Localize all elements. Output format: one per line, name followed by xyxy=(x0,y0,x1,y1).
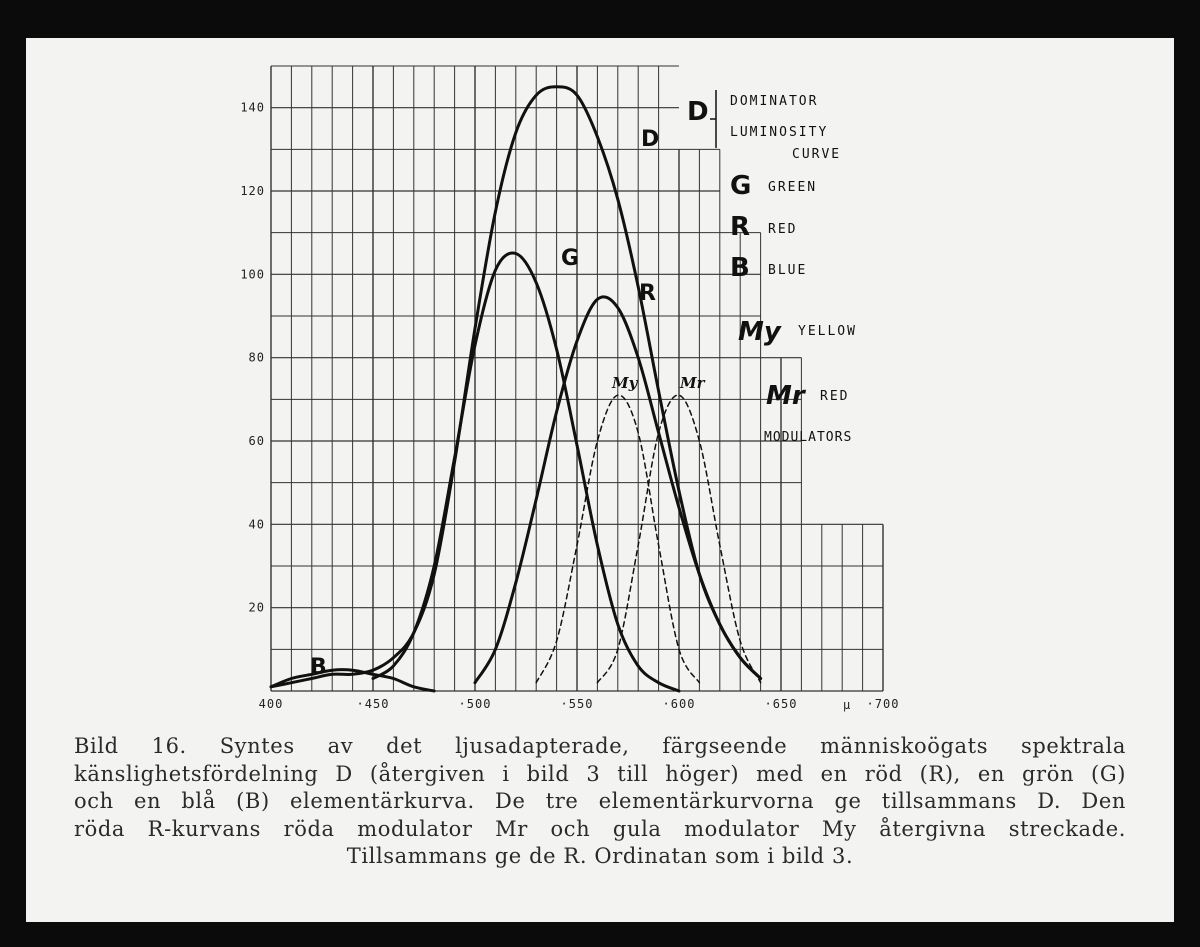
curve-label-d: D xyxy=(641,127,660,152)
y-tick-label: 80 xyxy=(248,350,265,365)
legend-brace xyxy=(710,90,716,148)
figure-caption xyxy=(74,733,1126,871)
legend-word-modulators: MODULATORS xyxy=(764,430,853,445)
spectral-sensitivity-chart xyxy=(26,38,1174,728)
lantern-slide xyxy=(26,38,1174,922)
x-unit-label: µ xyxy=(843,698,852,712)
legend-letter-r: R xyxy=(730,212,751,242)
legend-letter-my: My xyxy=(738,317,781,347)
x-tick-label: ·450 xyxy=(356,697,390,711)
y-tick-label: 20 xyxy=(248,600,265,615)
curve-label-g: G xyxy=(561,246,580,271)
curve-label-b: B xyxy=(310,655,327,680)
legend-letter-d: D xyxy=(687,97,709,127)
caption-line: känslighetsfördelning D (återgiven i bild 3 till höger) med en röd (R), en grön (G) xyxy=(74,761,1126,786)
legend-letter-mr: Mr xyxy=(766,381,805,411)
caption-line: röda R-kurvans röda modulator Mr och gula modulator My återgivna streckade. xyxy=(74,816,1126,841)
x-tick-label: ·700 xyxy=(866,697,900,711)
y-tick-label: 60 xyxy=(248,434,265,448)
legend-word-red-modulator: RED xyxy=(820,389,850,404)
legend-word-curve: CURVE xyxy=(792,147,842,162)
curve-label-mr: Mr xyxy=(680,374,705,392)
y-tick-label: 140 xyxy=(240,100,265,115)
legend-word-green: GREEN xyxy=(768,180,818,195)
legend-word-red: RED xyxy=(768,222,798,237)
y-tick-label: 120 xyxy=(240,184,265,198)
x-tick-label: 400 xyxy=(258,697,284,711)
x-tick-label: ·550 xyxy=(560,697,594,711)
caption-line: Tillsammans ge de R. Ordinatan som i bild 3. xyxy=(346,844,854,868)
curve-label-r: R xyxy=(639,281,656,306)
y-tick-label: 100 xyxy=(240,267,265,282)
legend-word-dominator: DOMINATOR xyxy=(730,94,819,109)
legend-word-luminosity: LUMINOSITY xyxy=(730,125,829,140)
x-tick-label: ·600 xyxy=(662,697,696,711)
caption-line: och en blå (B) elementärkurva. De tre elementärkurvorna ge tillsammans D. Den xyxy=(74,789,1126,813)
legend-letter-g: G xyxy=(730,171,752,201)
legend xyxy=(687,90,857,445)
caption-line: Bild 16. Syntes av det ljusadapterade, färgseende människoögats spektrala xyxy=(74,734,1126,758)
curve-label-my: My xyxy=(612,374,638,392)
x-tick-label: ·500 xyxy=(458,697,492,711)
legend-letter-b: B xyxy=(730,253,750,283)
x-tick-label: ·650 xyxy=(764,697,798,711)
y-tick-label: 40 xyxy=(248,517,265,532)
legend-word-yellow: YELLOW xyxy=(798,324,857,339)
legend-word-blue: BLUE xyxy=(768,263,808,278)
